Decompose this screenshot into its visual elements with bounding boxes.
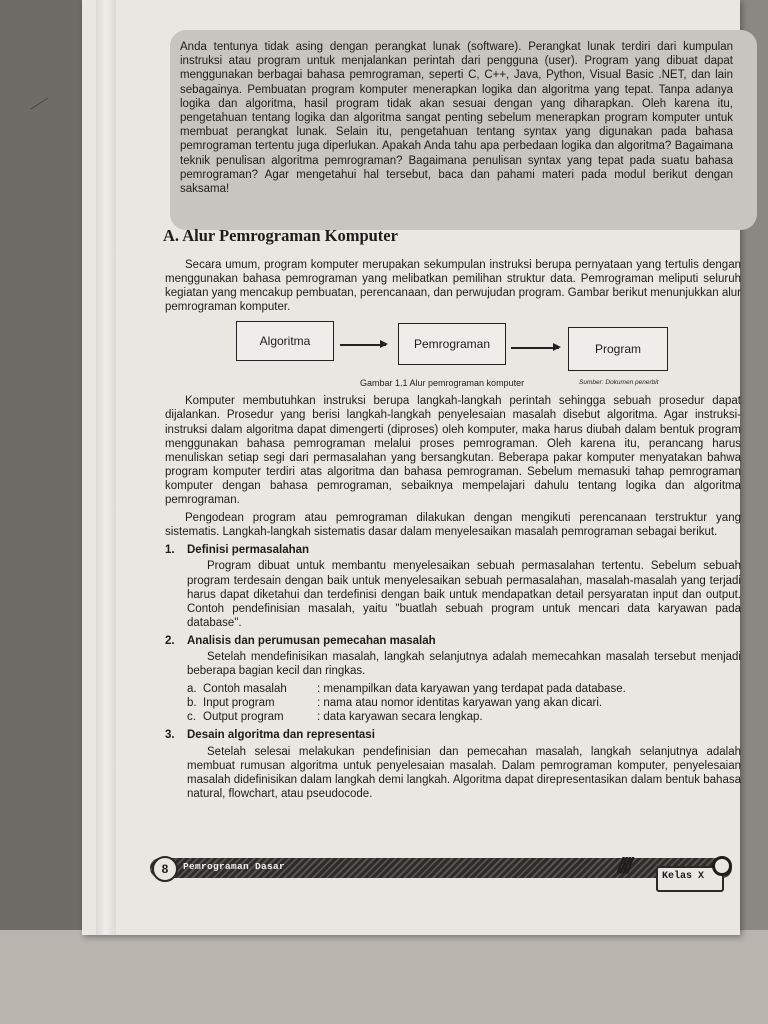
- diagram-box-program: Program: [568, 327, 668, 371]
- list-item: [165, 710, 741, 724]
- main-body: [165, 258, 741, 805]
- step-3-heading: [165, 728, 741, 742]
- step-title: Definisi permasalahan: [187, 544, 310, 557]
- footer-book-title: Pemrograman Dasar: [183, 861, 286, 872]
- list-item: [165, 696, 741, 710]
- background-bottom: [0, 930, 768, 1024]
- slash-decoration-icon: ////: [617, 853, 630, 878]
- step-2-body: [165, 650, 741, 678]
- intro-text: Anda tentunya tidak asing dengan perangkat lunak (software). Perangkat lunak terdiri dari kumpulan instruksi atau program untuk menjalankan perintah dari pengguna (user). Program yang dibuat dapat menggunakan berbagai bahasa pemrograman, seperti C, C++, Java, Python, Visual Basic .NET, dan lain sebagainya. Pembuatan program komputer menerapkan logika dan algoritma yang tepat. Tanpa adanya logika dan algoritma, hasil program tidak akan sesuai dengan yang diharapkan. Oleh karena itu, pengetahuan tentang logika dan algoritma sangat penting sebelum menerapkan program komputer untuk membuat perangkat lunak. Selain itu, pengetahuan tentang syntax yang digunakan pada bahasa pemrograman tertentu juga diperlukan. Apakah Anda tahu apa perbedaan logika dan algoritma? Bagaimana teknik penulisan algoritma pemrograman? Bagaimana penulisan syntax yang tepat pada suatu bahasa pemrograman? Agar mengetahui hal tersebut, baca dan pahami materi pada modul berikut dengan saksama!: [180, 41, 733, 196]
- list-value: : data karyawan secara lengkap.: [317, 711, 483, 724]
- list-item: [165, 682, 741, 696]
- ring-decoration-icon: [712, 856, 732, 876]
- list-key: Output program: [203, 711, 284, 724]
- step-title: Desain algoritma dan representasi: [187, 729, 375, 742]
- paragraph-2: Komputer membutuhkan instruksi berupa langkah-langkah perintah sehingga sebuah prosedur dapat dijalankan. Prosedur yang berisi langkah-langkah penyelesaian masalah disebut algoritma. Agar instruksi-instruksi dalam algoritma dapat dimengerti (diproses) oleh komputer, maka harus diubah dalam bentuk program menggunakan bahasa pemrograman melalui proses pemrograman. Oleh karena itu, perancang harus menuliskan setiap segi dari permasalahan yang bersangkutan. Beberapa pakar komputer menyatakan bahwa program komputer terdiri atas algoritma dan bahasa pemrograman. Sebelum memasuki tahap pemrograman komputer dengan bahasa pemrograman, sebaiknya mempelajari dahulu tentang logika dan algoritma pemrograman.: [165, 395, 741, 507]
- class-label: Kelas X: [662, 871, 705, 882]
- list-key: Contoh masalah: [203, 683, 287, 696]
- step-1-body: [165, 559, 741, 629]
- figure-caption: Gambar 1.1 Alur pemrograman komputer: [360, 378, 525, 389]
- step-text: Setelah mendefinisikan masalah, langkah selanjutnya adalah memecahkan masalah tersebut menjadi beberapa bagian kecil dan ringkas.: [187, 650, 741, 678]
- step-3-body: [165, 745, 741, 801]
- step-number: 3.: [165, 729, 175, 742]
- flow-diagram: [165, 318, 741, 392]
- step-1-heading: [165, 543, 741, 557]
- figure-source: Sumber: Dokumen penerbit: [579, 379, 659, 387]
- list-value: : menampilkan data karyawan yang terdapat pada database.: [317, 683, 626, 696]
- step-number: 1.: [165, 544, 175, 557]
- diagram-arrow-1: [340, 344, 386, 346]
- paragraph-1: Secara umum, program komputer merupakan sekumpulan instruksi berupa pernyataan yang tertulis dengan menggunakan bahasa pemrograman yang melibatkan pemilihan struktur data. Pemrograman meliputi seluruh kegiatan yang mencakup pembuatan, perencanaan, dan perwujudan program. Gambar berikut menunjukkan alur pemrograman komputer.: [165, 259, 741, 314]
- list-letter: a.: [187, 683, 197, 696]
- step-2-heading: [165, 634, 741, 648]
- list-value: : nama atau nomor identitas karyawan yang akan dicari.: [317, 697, 603, 710]
- section-title: A. Alur Pemrograman Komputer: [163, 226, 398, 245]
- step-title: Analisis dan perumusan pemecahan masalah: [187, 634, 436, 647]
- diagram-box-pemrograman: Pemrograman: [398, 323, 506, 365]
- paragraph-3: Pengodean program atau pemrograman dilakukan dengan mengikuti perencanaan terstruktur yang sistematis. Langkah-langkah sistematis dasar dalam menyelesaikan masalah pemrograman sebagai berikut.: [165, 512, 741, 539]
- step-text: Program dibuat untuk membantu menyelesaikan sebuah permasalahan tertentu. Sebelum sebuah program terdesain dengan baik untuk menyelesaikan sebuah permasalahan, masalah-masalah yang terjadi harus dapat diketahui dan terdefinisi dengan baik untuk mendapatkan detail persyaratan input dan output. Contoh pendefinisian masalah, yaitu "buatlah sebuah program untuk mencari data karyawan pada database".: [187, 560, 741, 629]
- page-edge-strip: [96, 0, 116, 935]
- step-number: 2.: [165, 634, 175, 647]
- list-letter: c.: [187, 711, 196, 724]
- diagram-arrow-2: [511, 347, 559, 349]
- diagram-box-algoritma: Algoritma: [236, 321, 334, 361]
- page-number: 8: [152, 856, 178, 882]
- list-key: Input program: [203, 697, 275, 710]
- step-text: Setelah selesai melakukan pendefinisian dan pemecahan masalah, langkah selanjutnya adalah membuat rumusan algoritma untuk penyelesaian masalah. Dalam pemrograman komputer, penyelesaian masalah didefinisikan dalam langkah demi langkah. Algoritma dapat direpresentasikan dalam bentuk bahasa natural, flowchart, atau pseudocode.: [187, 745, 741, 800]
- pencil-mark-icon: [30, 96, 50, 110]
- list-letter: b.: [187, 697, 197, 710]
